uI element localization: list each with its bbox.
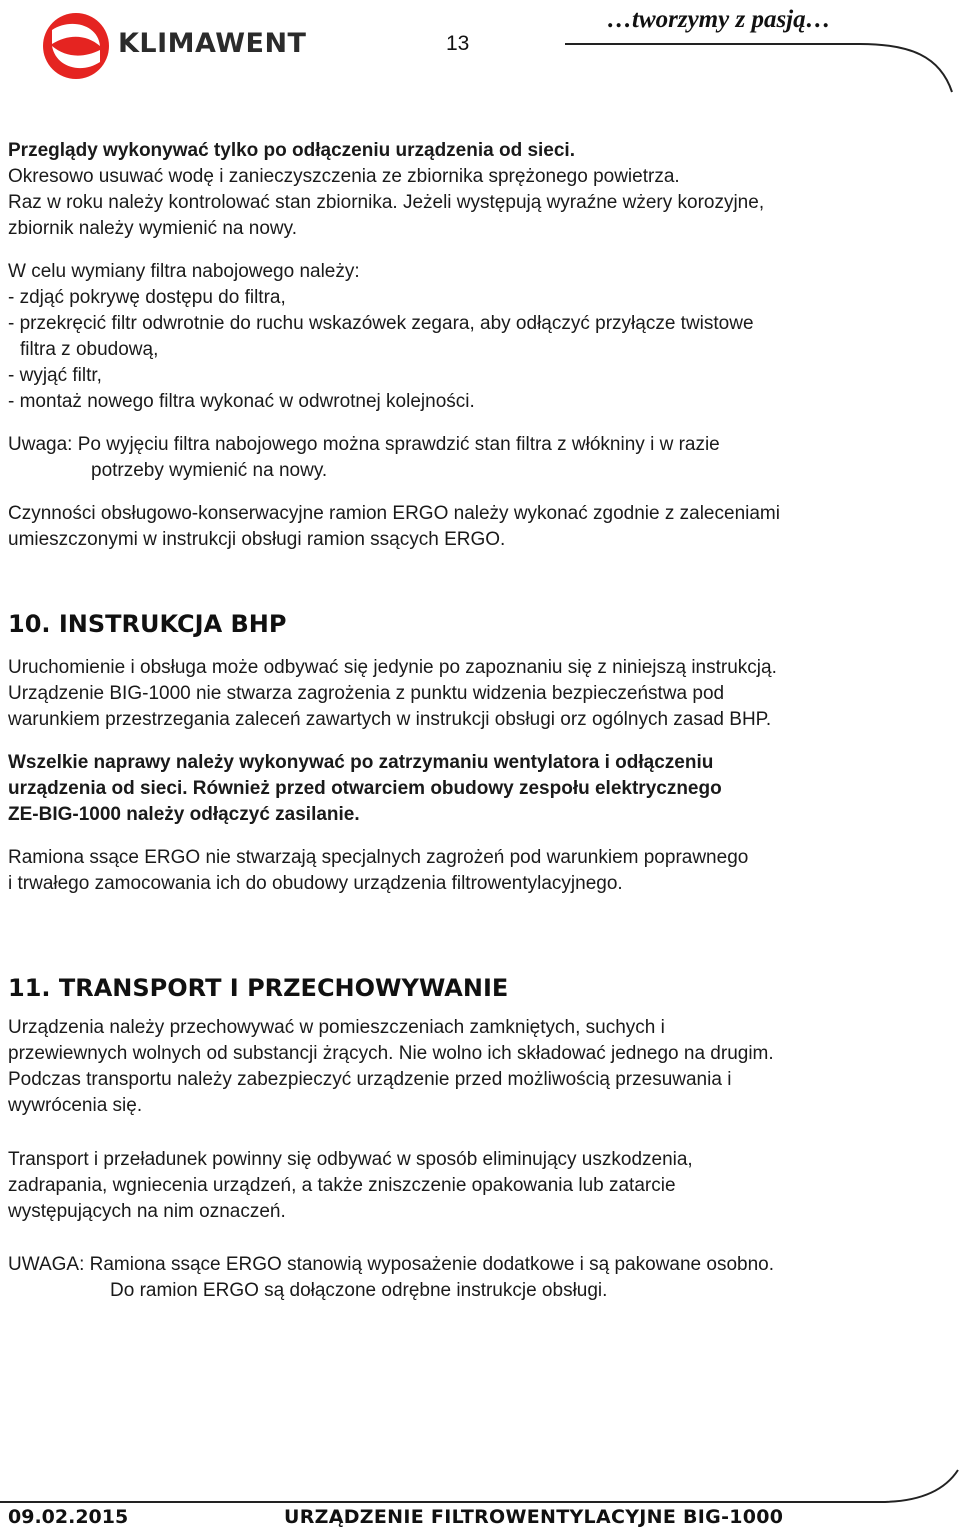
bold-warning-line: ZE-BIG-1000 należy odłączyć zasilanie. bbox=[8, 804, 360, 825]
filter-intro: W celu wymiany filtra nabojowego należy: bbox=[8, 261, 360, 282]
text-line: występujących na nim oznaczeń. bbox=[8, 1201, 286, 1222]
footer-title: URZĄDZENIE FILTROWENTYLACYJNE BIG-1000 bbox=[284, 1506, 784, 1528]
bold-warning-line: urządzenia od sieci. Również przed otwarciem obudowy zespołu elektrycznego bbox=[8, 778, 722, 799]
logo-text: KLIMAWENT bbox=[118, 28, 307, 59]
maintenance-warning: Przeglądy wykonywać tylko po odłączeniu urządzenia od sieci. bbox=[8, 140, 575, 161]
logo-swirl-icon bbox=[40, 10, 120, 82]
footer-divider-curve bbox=[0, 1450, 960, 1510]
page-number: 13 bbox=[446, 32, 470, 55]
text-line: Podczas transportu należy zabezpieczyć urządzenie przed możliwością przesuwania i bbox=[8, 1069, 732, 1090]
page-content bbox=[8, 138, 948, 1304]
text-line: i trwałego zamocowania ich do obudowy urządzenia filtrowentylacyjnego. bbox=[8, 873, 623, 894]
list-item: - zdjąć pokrywę dostępu do filtra, bbox=[8, 287, 286, 308]
text-line: umieszczonymi w instrukcji obsługi ramion ssących ERGO. bbox=[8, 529, 506, 550]
text-line: przewiewnych wolnych od substancji żrących. Nie wolno ich składować jednego na drugim. bbox=[8, 1043, 774, 1064]
bold-warning-line: Wszelkie naprawy należy wykonywać po zatrzymaniu wentylatora i odłączeniu bbox=[8, 752, 714, 773]
transport-note-continuation: Do ramion ERGO są dołączone odrębne instrukcje obsługi. bbox=[110, 1280, 608, 1301]
list-item-continuation: filtra z obudową, bbox=[20, 339, 159, 360]
text-line: Transport i przeładunek powinny się odbywać w sposób eliminujący uszkodzenia, bbox=[8, 1149, 693, 1170]
list-item: - montaż nowego filtra wykonać w odwrotnej kolejności. bbox=[8, 391, 475, 412]
text-line: zbiornik należy wymienić na nowy. bbox=[8, 218, 297, 239]
header-divider-curve bbox=[560, 36, 960, 96]
footer-date: 09.02.2015 bbox=[8, 1506, 129, 1528]
list-item: - przekręcić filtr odwrotnie do ruchu wskazówek zegara, aby odłączyć przyłącze twistowe bbox=[8, 313, 754, 334]
tagline: …tworzymy z pasją… bbox=[607, 6, 831, 33]
text-line: Urządzenia należy przechowywać w pomieszczeniach zamkniętych, suchych i bbox=[8, 1017, 665, 1038]
list-item: - wyjąć filtr, bbox=[8, 365, 102, 386]
transport-note: UWAGA: Ramiona ssące ERGO stanowią wyposażenie dodatkowe i są pakowane osobno. bbox=[8, 1254, 775, 1275]
page-header bbox=[0, 0, 960, 100]
text-line: wywrócenia się. bbox=[8, 1095, 143, 1116]
text-line: Raz w roku należy kontrolować stan zbiornika. Jeżeli występują wyraźne wżery korozyjne, bbox=[8, 192, 765, 213]
filter-note: Uwaga: Po wyjęciu filtra nabojowego można sprawdzić stan filtra z włókniny i w razie bbox=[8, 434, 720, 455]
text-line: Ramiona ssące ERGO nie stwarzają specjalnych zagrożeń pod warunkiem poprawnego bbox=[8, 847, 749, 868]
text-line: warunkiem przestrzegania zaleceń zawartych w instrukcji obsługi orz ogólnych zasad BHP. bbox=[8, 709, 772, 730]
text-line: Czynności obsługowo-konserwacyjne ramion ERGO należy wykonać zgodnie z zaleceniami bbox=[8, 503, 780, 524]
text-line: Urządzenie BIG-1000 nie stwarza zagrożenia z punktu widzenia bezpieczeństwa pod bbox=[8, 683, 725, 704]
text-line: zadrapania, wgniecenia urządzeń, a także zniszczenie opakowania lub zatarcie bbox=[8, 1175, 676, 1196]
text-line: Uruchomienie i obsługa może odbywać się jedynie po zapoznaniu się z niniejszą instrukcją. bbox=[8, 657, 777, 678]
filter-note-continuation: potrzeby wymienić na nowy. bbox=[91, 460, 328, 481]
section-11-heading: 11. TRANSPORT I PRZECHOWYWANIE bbox=[8, 974, 509, 1002]
section-10-heading: 10. INSTRUKCJA BHP bbox=[8, 610, 287, 638]
text-line: Okresowo usuwać wodę i zanieczyszczenia ze zbiornika sprężonego powietrza. bbox=[8, 166, 680, 187]
